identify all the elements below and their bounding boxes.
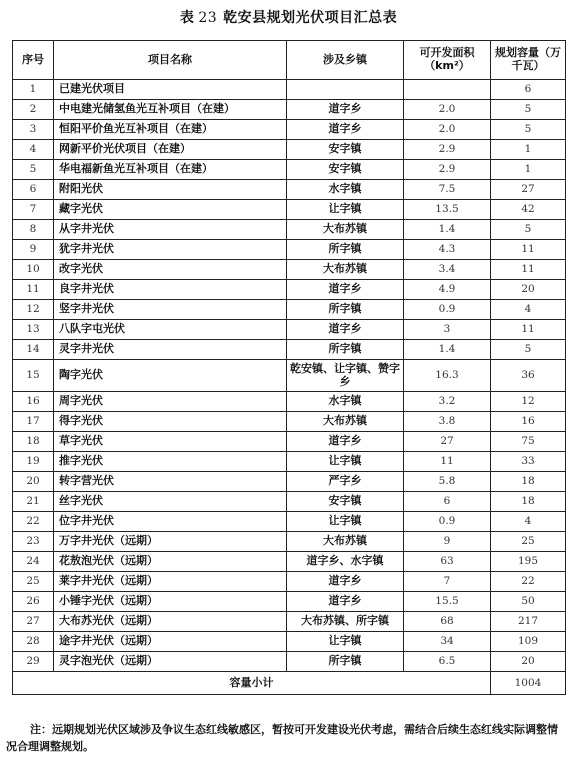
row-capacity: 11: [491, 320, 566, 340]
header-capacity: 规划容量（万千瓦）: [491, 41, 566, 80]
row-project-name: 小锤字光伏（远期）: [54, 592, 287, 612]
row-town: 大布苏镇: [287, 220, 404, 240]
row-project-name: 位字井光伏: [54, 512, 287, 532]
row-project-name: 犹字井光伏: [54, 240, 287, 260]
row-town: 道字乡: [287, 120, 404, 140]
row-project-name: 丝字光伏: [54, 492, 287, 512]
row-no: 6: [13, 180, 54, 200]
row-town: 严字乡: [287, 472, 404, 492]
row-project-name: 已建光伏项目: [54, 80, 287, 100]
table-row: [13, 300, 566, 320]
row-capacity: 20: [491, 280, 566, 300]
row-area: 6: [404, 492, 491, 512]
row-town: 所字镇: [287, 300, 404, 320]
row-capacity: 1: [491, 140, 566, 160]
row-area: 4.3: [404, 240, 491, 260]
row-town: 水字镇: [287, 180, 404, 200]
row-no: 3: [13, 120, 54, 140]
table-row: [13, 120, 566, 140]
row-town: [287, 80, 404, 100]
table-title-number: 23: [198, 10, 218, 26]
row-area: 9: [404, 532, 491, 552]
row-area: 15.5: [404, 592, 491, 612]
row-no: 1: [13, 80, 54, 100]
row-project-name: 良字井光伏: [54, 280, 287, 300]
row-area: 1.4: [404, 220, 491, 240]
table-row: [13, 160, 566, 180]
table-row: [13, 592, 566, 612]
table-row: [13, 140, 566, 160]
row-no: 19: [13, 452, 54, 472]
row-area: 3: [404, 320, 491, 340]
row-town: 所字镇: [287, 340, 404, 360]
row-town: 道字乡: [287, 100, 404, 120]
row-project-name: 大布苏光伏（远期）: [54, 612, 287, 632]
row-area: 13.5: [404, 200, 491, 220]
table-row: [13, 632, 566, 652]
row-capacity: 217: [491, 612, 566, 632]
row-project-name: 从字井光伏: [54, 220, 287, 240]
total-label: 容量小计: [13, 672, 491, 695]
row-capacity: 42: [491, 200, 566, 220]
row-project-name: 八队字屯光伏: [54, 320, 287, 340]
row-town: 大布苏镇、所字镇: [287, 612, 404, 632]
row-town: 大布苏镇: [287, 532, 404, 552]
table-title-prefix: 表: [179, 10, 195, 26]
row-capacity: 22: [491, 572, 566, 592]
row-area: 34: [404, 632, 491, 652]
row-area: 4.9: [404, 280, 491, 300]
row-no: 4: [13, 140, 54, 160]
row-no: 20: [13, 472, 54, 492]
row-project-name: 草字光伏: [54, 432, 287, 452]
table-row: [13, 360, 566, 392]
row-area: 0.9: [404, 512, 491, 532]
row-area: 2.0: [404, 100, 491, 120]
row-no: 21: [13, 492, 54, 512]
table-title: [0, 7, 577, 27]
row-town: 所字镇: [287, 652, 404, 672]
row-town: 大布苏镇: [287, 260, 404, 280]
row-no: 7: [13, 200, 54, 220]
row-no: 26: [13, 592, 54, 612]
row-area: 2.9: [404, 160, 491, 180]
row-project-name: 灵字泡光伏（远期）: [54, 652, 287, 672]
table-row: [13, 200, 566, 220]
row-town: 安字镇: [287, 160, 404, 180]
table-title-text: 乾安县规划光伏项目汇总表: [223, 10, 398, 26]
row-project-name: 恒阳平价鱼光互补项目（在建）: [54, 120, 287, 140]
row-no: 2: [13, 100, 54, 120]
table-row: [13, 572, 566, 592]
header-area: 可开发面积（km²）: [404, 41, 491, 80]
table-row: [13, 652, 566, 672]
row-capacity: 18: [491, 492, 566, 512]
row-project-name: 中电建光储氢鱼光互补项目（在建）: [54, 100, 287, 120]
row-capacity: 16: [491, 412, 566, 432]
row-capacity: 20: [491, 652, 566, 672]
table-row: [13, 512, 566, 532]
table-row: [13, 472, 566, 492]
row-town: 大布苏镇: [287, 412, 404, 432]
row-town: 道字乡: [287, 572, 404, 592]
row-project-name: 推字光伏: [54, 452, 287, 472]
row-no: 9: [13, 240, 54, 260]
row-no: 17: [13, 412, 54, 432]
row-capacity: 11: [491, 240, 566, 260]
row-project-name: 华电福新鱼光互补项目（在建）: [54, 160, 287, 180]
row-no: 5: [13, 160, 54, 180]
table-row: [13, 80, 566, 100]
total-row: [13, 672, 566, 695]
row-no: 28: [13, 632, 54, 652]
table-row: [13, 492, 566, 512]
row-area: 3.8: [404, 412, 491, 432]
table-row: [13, 452, 566, 472]
header-town: 涉及乡镇: [287, 41, 404, 80]
row-project-name: 周字光伏: [54, 392, 287, 412]
row-no: 11: [13, 280, 54, 300]
table-header-row: [13, 41, 566, 80]
table-row: [13, 320, 566, 340]
row-project-name: 藏字光伏: [54, 200, 287, 220]
row-no: 18: [13, 432, 54, 452]
row-town: 让字镇: [287, 632, 404, 652]
row-project-name: 竖字井光伏: [54, 300, 287, 320]
row-project-name: 万字井光伏（远期）: [54, 532, 287, 552]
row-town: 道字乡: [287, 432, 404, 452]
row-town: 道字乡、水字镇: [287, 552, 404, 572]
row-area: 5.8: [404, 472, 491, 492]
row-project-name: 转字营光伏: [54, 472, 287, 492]
row-area: 68: [404, 612, 491, 632]
row-capacity: 4: [491, 512, 566, 532]
row-area: 0.9: [404, 300, 491, 320]
total-capacity: 1004: [491, 672, 566, 695]
row-no: 14: [13, 340, 54, 360]
row-area: 7.5: [404, 180, 491, 200]
row-capacity: 5: [491, 220, 566, 240]
row-town: 所字镇: [287, 240, 404, 260]
row-capacity: 18: [491, 472, 566, 492]
row-area: 1.4: [404, 340, 491, 360]
row-capacity: 12: [491, 392, 566, 412]
row-area: 6.5: [404, 652, 491, 672]
row-area: 7: [404, 572, 491, 592]
row-project-name: 灵字井光伏: [54, 340, 287, 360]
row-project-name: 莱字井光伏（远期）: [54, 572, 287, 592]
row-capacity: 36: [491, 360, 566, 392]
row-town: 让字镇: [287, 512, 404, 532]
table-row: [13, 532, 566, 552]
header-no: 序号: [13, 41, 54, 80]
row-capacity: 1: [491, 160, 566, 180]
table-row: [13, 340, 566, 360]
row-project-name: 途字井光伏（远期）: [54, 632, 287, 652]
table-row: [13, 612, 566, 632]
row-no: 12: [13, 300, 54, 320]
table-row: [13, 100, 566, 120]
row-town: 让字镇: [287, 452, 404, 472]
row-capacity: 5: [491, 100, 566, 120]
row-area: 2.9: [404, 140, 491, 160]
row-area: 63: [404, 552, 491, 572]
table-row: [13, 180, 566, 200]
row-capacity: 195: [491, 552, 566, 572]
row-capacity: 5: [491, 120, 566, 140]
table-row: [13, 392, 566, 412]
row-no: 13: [13, 320, 54, 340]
row-no: 22: [13, 512, 54, 532]
row-area: 16.3: [404, 360, 491, 392]
row-capacity: 75: [491, 432, 566, 452]
row-no: 10: [13, 260, 54, 280]
row-town: 安字镇: [287, 492, 404, 512]
row-capacity: 5: [491, 340, 566, 360]
table-row: [13, 412, 566, 432]
row-no: 16: [13, 392, 54, 412]
header-name: 项目名称: [54, 41, 287, 80]
row-area: [404, 80, 491, 100]
table-row: [13, 220, 566, 240]
row-capacity: 50: [491, 592, 566, 612]
row-project-name: 附阳光伏: [54, 180, 287, 200]
row-area: 3.2: [404, 392, 491, 412]
row-no: 23: [13, 532, 54, 552]
row-town: 安字镇: [287, 140, 404, 160]
table-row: [13, 280, 566, 300]
row-project-name: 改字光伏: [54, 260, 287, 280]
row-no: 24: [13, 552, 54, 572]
row-town: 道字乡: [287, 280, 404, 300]
row-project-name: 得字光伏: [54, 412, 287, 432]
row-project-name: 花敖泡光伏（远期）: [54, 552, 287, 572]
table-row: [13, 260, 566, 280]
row-capacity: 6: [491, 80, 566, 100]
row-no: 8: [13, 220, 54, 240]
footnote: 注：远期规划光伏区域涉及争议生态红线敏感区，暂按可开发建设光伏考虑，需结合后续生态红线实际调整情况合理调整规划。: [6, 723, 558, 753]
row-project-name: 网新平价光伏项目（在建）: [54, 140, 287, 160]
row-capacity: 33: [491, 452, 566, 472]
row-capacity: 109: [491, 632, 566, 652]
row-town: 让字镇: [287, 200, 404, 220]
row-area: 2.0: [404, 120, 491, 140]
row-area: 27: [404, 432, 491, 452]
table-row: [13, 432, 566, 452]
row-town: 水字镇: [287, 392, 404, 412]
row-capacity: 27: [491, 180, 566, 200]
row-capacity: 11: [491, 260, 566, 280]
row-town: 道字乡: [287, 320, 404, 340]
row-no: 15: [13, 360, 54, 392]
row-town: 道字乡: [287, 592, 404, 612]
row-no: 25: [13, 572, 54, 592]
row-area: 11: [404, 452, 491, 472]
row-project-name: 陶字光伏: [54, 360, 287, 392]
row-no: 27: [13, 612, 54, 632]
row-capacity: 4: [491, 300, 566, 320]
pv-projects-table: [12, 40, 566, 695]
row-capacity: 25: [491, 532, 566, 552]
row-no: 29: [13, 652, 54, 672]
row-area: 3.4: [404, 260, 491, 280]
row-town: 乾安镇、让字镇、赞字乡: [287, 360, 404, 392]
table-row: [13, 240, 566, 260]
table-row: [13, 552, 566, 572]
